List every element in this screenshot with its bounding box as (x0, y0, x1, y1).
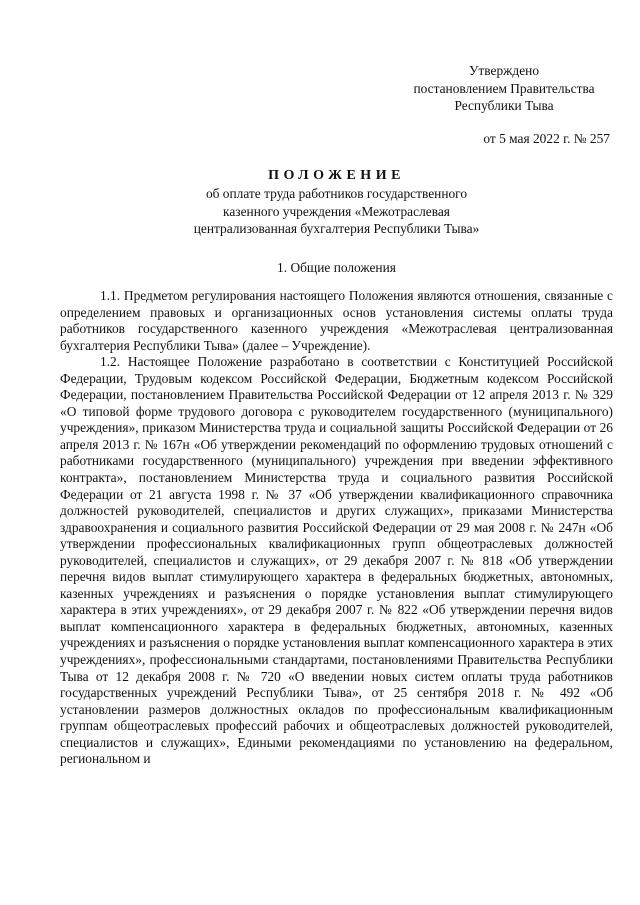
approval-line-republic: Республики Тыва (454, 98, 554, 113)
approval-date: от 5 мая 2022 г. № 257 (483, 131, 610, 146)
document-body (60, 288, 613, 768)
approval-line-resolution: постановлением Правительства (413, 80, 595, 96)
document-title: ПОЛОЖЕНИЕ (268, 168, 405, 183)
approval-line-approved: Утверждено (468, 63, 540, 78)
paragraph-1-1: 1.1. Предметом регулирования настоящего Положения являются отношения, связанные с определением правовых и организационных основ установления системы оплаты труда работников государственного казенного учреждения «Межотраслевая централизованная бухгалтерия Республики Тыва» (далее – Учреждение). (60, 288, 613, 353)
document-subtitle-line-2: казенного учреждения «Межотраслевая (223, 203, 450, 219)
document-subtitle-line-1: об оплате труда работников государственного (205, 186, 468, 201)
document-subtitle-line-3: централизованная бухгалтерия Республики Тыва» (193, 221, 480, 236)
section-heading: 1. Общие положения (277, 260, 396, 275)
paragraph-1-2: 1.2. Настоящее Положение разработано в соответствии с Конституцией Российской Федерации, Трудовым кодексом Российской Федерации, Бюджетным кодексом Российской Федерации, постановлением Правительства Российской Федерации от 12 апреля 2013 г. № 329 «О типовой форме трудового договора с руководителем государственного (муниципального) учреждения», приказом Министерства труда и социальной защиты Российской Федерации от 26 апреля 2013 г. № 167н «Об утверждении рекомендаций по оформлению трудовых отношений с работниками государственного (муниципального) учреждения при введении эффективного контракта», постановлением Министерства труда и социального развития Российской Федерации от 21 августа 1998 г. № 37 «Об утверждении квалификационного справочника должностей руководителей, специалистов и других служащих», приказами Министерства здравоохранения и социального развития Российской Федерации от 29 мая 2008 г. № 247н «Об утверждении профессиональных квалификационных групп общеотраслевых должностей руководителей, специалистов и служащих», от 29 декабря 2007 г. № 818 «Об утверждении перечня видов выплат стимулирующего характера в федеральных бюджетных, автономных, казенных учреждениях и разъяснения о порядке установления выплат стимулирующего характера в этих учреждениях», от 29 декабря 2007 г. № 822 «Об утверждении перечня видов выплат компенсационного характера в федеральных бюджетных, автономных, казенных учреждениях и разъяснения о порядке установления выплат компенсационного характера в этих учреждениях», профессиональными стандартами, постановлениями Правительства Республики Тыва от 12 декабря 2008 г. № 720 «О введении новых систем оплаты труда работников государственных учреждений Республики Тыва», от 25 сентября 2018 г. № 492 «Об установлении размеров должностных окладов по профессиональным квалификационным группам общеотраслевых профессий рабочих и общеотраслевых должностей руководителей, специалистов и служащих», Едиными рекомендациями по установлению на федеральном, региональном и (60, 354, 613, 767)
approval-stamp (392, 62, 616, 115)
document-title-block (60, 167, 613, 238)
